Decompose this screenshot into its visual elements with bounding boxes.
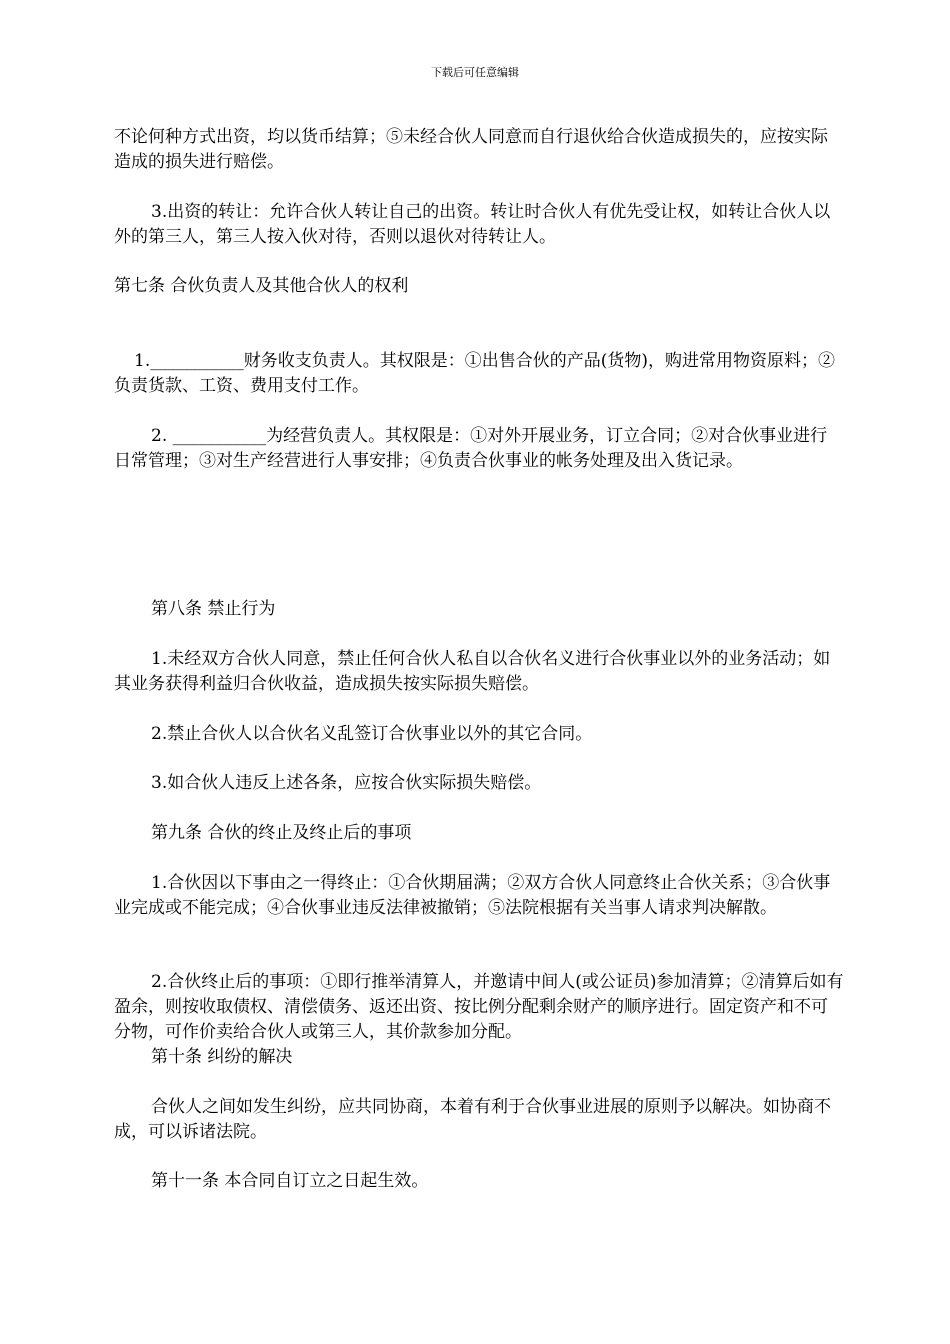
article-7-heading: 第七条 合伙负责人及其他合伙人的权利 bbox=[114, 276, 409, 296]
article-8-heading: 第八条 禁止行为 bbox=[151, 599, 276, 619]
article-10-heading: 第十条 纠纷的解决 bbox=[151, 1047, 293, 1067]
paragraph-finance-manager: 1.___________财务收支负责人。其权限是：①出售合伙的产品(货物)，购进常用物资原料；②负责货款、工资、费用支付工作。 bbox=[114, 351, 835, 396]
paragraph-dispute-resolution: 合伙人之间如发生纠纷，应共同协商，本着有利于合伙事业进展的原则予以解决。如协商不成，可以诉诸法院。 bbox=[114, 1097, 831, 1142]
paragraph-termination-causes: 1.合伙因以下事由之一得终止：①合伙期届满；②双方合伙人同意终止合伙关系；③合伙事业完成或不能完成；④合伙事业违反法律被撤销；⑤法院根据有关当事人请求判决解散。 bbox=[114, 873, 831, 918]
article-9-heading: 第九条 合伙的终止及终止后的事项 bbox=[151, 823, 412, 843]
paragraph-termination-matters: 2.合伙终止后的事项：①即行推举清算人，并邀请中间人(或公证员)参加清算；②清算后如有盈余，则按收取债权、清偿债务、返还出资、按比例分配剩余财产的顺序进行。固定资产和不可分物，可作价卖给合伙人或第三人，其价款参加分配。 bbox=[114, 972, 844, 1042]
paragraph-operations-manager: 2. ___________为经营负责人。其权限是：①对外开展业务，订立合同；②对合伙事业进行日常管理；③对生产经营进行人事安排；④负责合伙事业的帐务处理及出入货记录。 bbox=[114, 426, 828, 471]
paragraph-contribution-transfer: 3.出资的转让：允许合伙人转让自己的出资。转让时合伙人有优先受让权，如转让合伙人以外的第三人，第三人按入伙对待，否则以退伙对待转让人。 bbox=[114, 202, 831, 247]
paragraph-prohibition-1: 1.未经双方合伙人同意，禁止任何合伙人私自以合伙名义进行合伙事业以外的业务活动；如其业务获得利益归合伙收益，造成损失按实际损失赔偿。 bbox=[114, 649, 831, 694]
article-11-heading: 第十一条 本合同自订立之日起生效。 bbox=[151, 1171, 429, 1191]
paragraph-contribution-settlement: 不论何种方式出资，均以货币结算；⑤未经合伙人同意而自行退伙给合伙造成损失的，应按实际造成的损失进行赔偿。 bbox=[114, 127, 828, 172]
page-header: 下载后可任意编辑 bbox=[431, 66, 519, 79]
paragraph-prohibition-3: 3.如合伙人违反上述各条，应按合伙实际损失赔偿。 bbox=[151, 773, 542, 793]
paragraph-prohibition-2: 2.禁止合伙人以合伙名义乱签订合伙事业以外的其它合同。 bbox=[151, 724, 593, 744]
